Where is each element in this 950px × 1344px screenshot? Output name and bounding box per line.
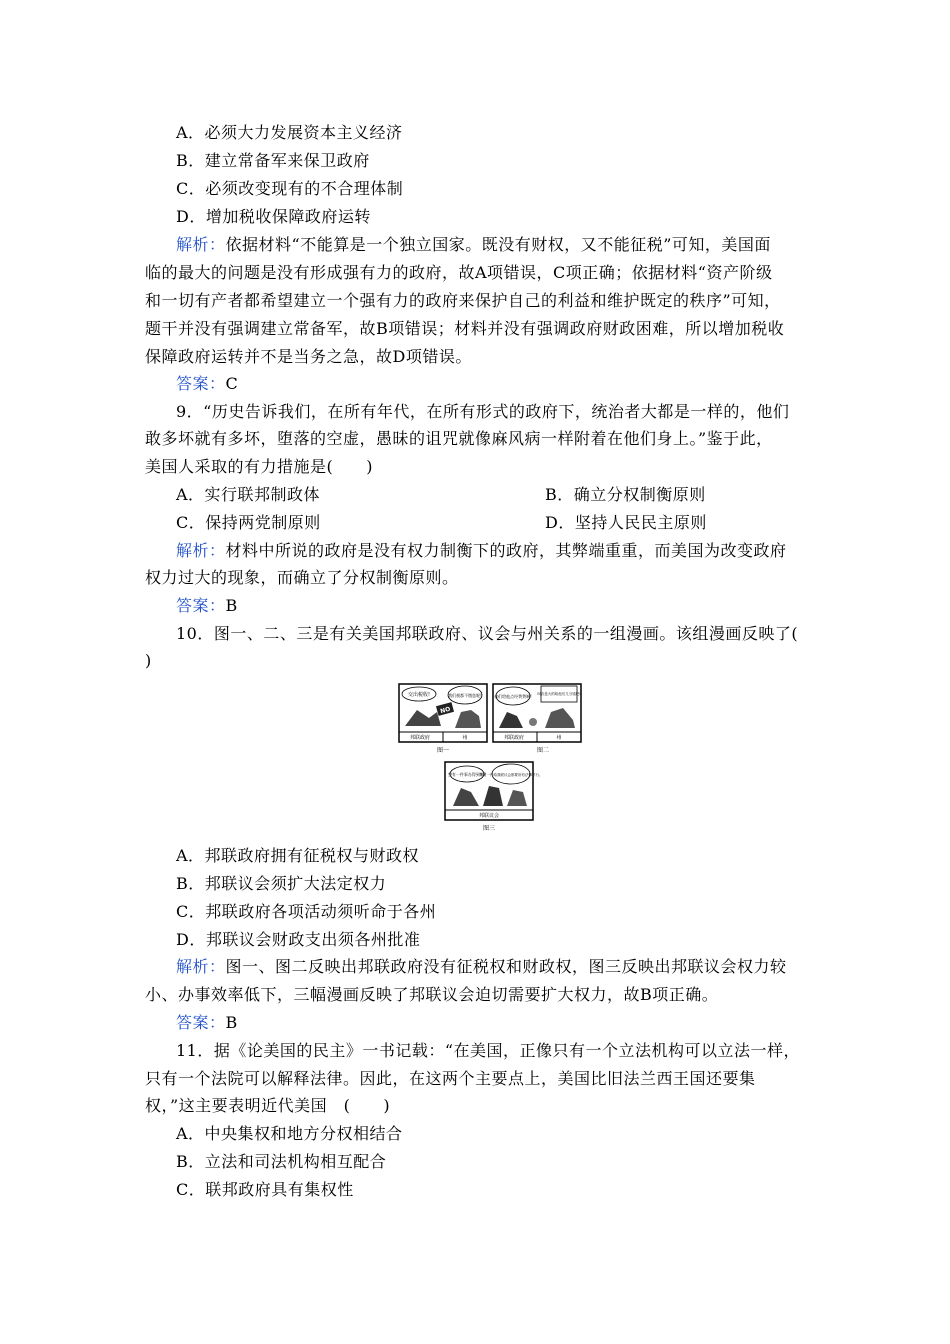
q10-stem-line-1: 10．图一、二、三是有关美国邦联政府、议会与州关系的一组漫画。该组漫画反映了( [176, 624, 799, 643]
cartoon-figure-2 [493, 684, 581, 754]
fig1-bubble-2: 我们税都不缴您呢! [448, 693, 482, 698]
q9-answer: 答案：B [176, 596, 238, 615]
q9-stem-line-1: 9．“历史告诉我们，在所有年代，在所有形式的政府下，统治者大都是一样的，他们 [176, 402, 790, 421]
q9-stem-line-2: 敢多坏就有多坏，堕落的空虚，愚昧的诅咒就像麻风病一样附着在他们身上。”鉴于此， [145, 429, 773, 448]
q11-stem-line-1: 11．据《论美国的民主》一书记载：“在美国，正像只有一个立法机构可以立法一样， [176, 1041, 801, 1060]
q9-analysis-line-1: 解析：材料中所说的政府是没有权力制衡下的政府，其弊端重重，而美国为改变政府 [176, 541, 787, 560]
q10-analysis-line-2: 小、办事效率低下，三幅漫画反映了邦联议会迫切需要扩大权力，故B项正确。 [145, 985, 719, 1004]
q8-option-b: B．建立常备军来保卫政府 [176, 151, 370, 170]
q9-option-b: B．确立分权制衡原则 [545, 485, 706, 504]
fig2-label-left: 邦联政府 [503, 735, 525, 741]
q9-answer-label: 答案： [176, 596, 226, 615]
q8-analysis-line-4: 题干并没有强调建立常备军，故B项错误；材料并没有强调政府财政困难，所以增加税收 [145, 319, 785, 338]
fig3-caption: 图三 [482, 825, 496, 832]
fig2-caption: 图二 [536, 747, 550, 754]
q10-analysis-label: 解析： [176, 957, 226, 976]
q8-answer: 答案：C [176, 374, 239, 393]
q9-option-c: C．保持两党制原则 [176, 513, 321, 532]
q10-answer: 答案：B [176, 1013, 238, 1032]
q8-option-c: C．必须改变现有的不合理体制 [176, 179, 404, 198]
q11-stem-line-2: 只有一个法院可以解释法律。因此，在这两个主要点上，美国比旧法兰西王国还要集 [145, 1069, 756, 1088]
q8-analysis-line-5: 保障政府运转并不是当务之急，故D项错误。 [145, 347, 472, 366]
q10-stem-line-2: ) [145, 651, 152, 670]
fig3-label: 邦联议会 [478, 813, 500, 819]
q10-option-a: A．邦联政府拥有征税权与财政权 [176, 846, 420, 865]
q11-stem-line-3: 权，”这主要表明近代美国 ( ) [145, 1096, 391, 1115]
q8-analysis-line-1: 解析：依据材料“不能算是一个独立国家。既没有财权，又不能征税”可知，美国面 [176, 235, 771, 254]
q8-analysis-line-2: 临的最大的问题是没有形成强有力的政府，故A项错误，C项正确；依据材料“资产阶级 [145, 263, 773, 282]
q10-answer-label: 答案： [176, 1013, 226, 1032]
fig2-label-right: 州 [556, 735, 562, 741]
fig3-bubble-2: 帮有一件给我联议会都要所有法律才行。 [479, 773, 543, 777]
q8-option-d: D．增加税收保障政府运转 [176, 207, 371, 226]
cartoon-figure-1 [399, 684, 487, 754]
q11-option-c: C．联邦政府具有集权性 [176, 1180, 354, 1199]
q11-option-b: B．立法和司法机构相互配合 [176, 1152, 387, 1171]
q9-analysis-label: 解析： [176, 541, 226, 560]
fig1-no-sign: NO [439, 705, 452, 716]
q10-analysis-line-1: 解析：图一、图二反映出邦联政府没有征税权和财政权，图三反映出邦联议会权力较 [176, 957, 787, 976]
q8-analysis-line-3: 和一切有产者都希望建立一个强有力的政府来保护自己的利益和维护既定的秩序”可知， [145, 291, 781, 310]
fig1-bubble-1: 交出税收! [407, 692, 431, 698]
q10-cartoon-figures [395, 682, 585, 832]
q10-option-c: C．邦联政府各项活动须听命于各州 [176, 902, 437, 921]
fig2-bubble-2: 叫各盖大的给他们几分钱吧! [537, 692, 581, 696]
q9-option-a: A．实行联邦制政体 [176, 485, 321, 504]
q8-analysis-label: 解析： [176, 235, 226, 254]
q8-answer-label: 答案： [176, 374, 226, 393]
q10-option-b: B．邦联议会须扩大法定权力 [176, 874, 387, 893]
cartoon-figure-3 [445, 762, 543, 832]
fig3-bubble-1: 想有一件事办得到吗? [447, 772, 487, 777]
fig1-label-right: 州 [462, 735, 468, 741]
fig2-bubble-1: 你们给他点经费费啊! [494, 694, 532, 699]
q11-option-a: A．中央集权和地方分权相结合 [176, 1124, 403, 1143]
q9-analysis-line-2: 权力过大的现象，而确立了分权制衡原则。 [145, 568, 459, 587]
q8-option-a: A．必须大力发展资本主义经济 [176, 123, 403, 142]
fig1-caption: 图一 [436, 747, 450, 754]
q9-option-d: D．坚持人民民主原则 [545, 513, 707, 532]
q9-stem-line-3: 美国人采取的有力措施是( ) [145, 457, 373, 476]
fig1-label-left: 邦联政府 [409, 735, 431, 741]
q10-option-d: D．邦联议会财政支出须各州批准 [176, 930, 421, 949]
